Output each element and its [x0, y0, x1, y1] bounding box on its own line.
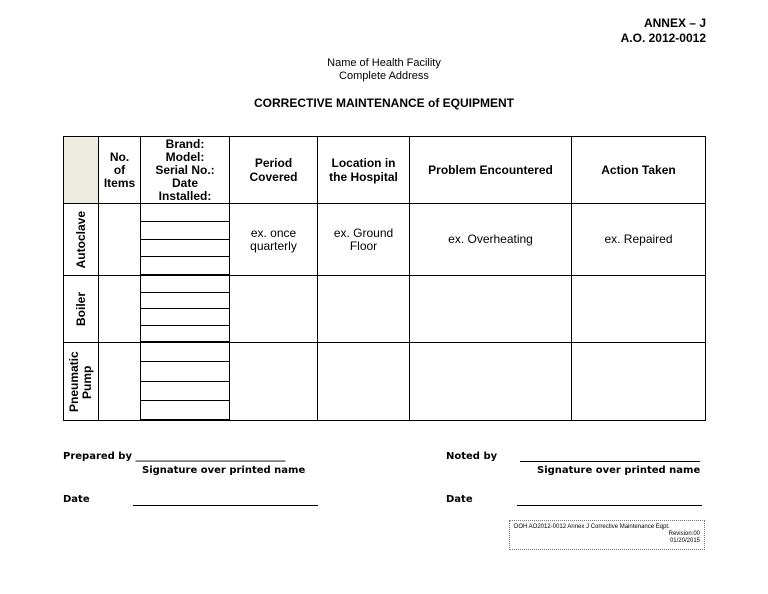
signature-caption-right: Signature over printed name — [537, 465, 701, 476]
annex-title: ANNEX – J — [643, 16, 706, 30]
footer-revision: Revision:00 — [668, 531, 700, 537]
date-line-left[interactable] — [133, 505, 318, 506]
footer-doc-ref: DOH AO2012-0012 Annex J Corrective Maintenance Eqpt. — [514, 524, 670, 530]
action-cell[interactable] — [572, 343, 706, 421]
table-row — [64, 276, 706, 343]
header-location: Location in the Hospital — [318, 137, 410, 204]
brand-cell[interactable] — [141, 276, 230, 343]
date-line-right[interactable] — [517, 505, 702, 506]
no-items-cell[interactable] — [99, 276, 141, 343]
revision-footer — [509, 520, 705, 550]
header-no-items: No. of Items — [99, 137, 141, 204]
brand-cell[interactable] — [141, 343, 230, 421]
action-cell[interactable] — [572, 276, 706, 343]
problem-cell[interactable] — [410, 343, 572, 421]
date-label-left: Date — [63, 494, 90, 505]
facility-address: Complete Address — [339, 70, 429, 82]
problem-cell[interactable]: ex. Overheating — [410, 204, 572, 276]
noted-by-label: Noted by — [446, 451, 498, 462]
equipment-label: Autoclave — [64, 204, 99, 276]
annex-label — [621, 16, 706, 46]
problem-cell[interactable] — [410, 276, 572, 343]
location-cell[interactable]: ex. Ground Floor — [318, 204, 410, 276]
maintenance-table — [63, 136, 706, 421]
table-row — [64, 204, 706, 276]
no-items-cell[interactable] — [99, 343, 141, 421]
table-header-row — [64, 137, 706, 204]
date-label-right: Date — [446, 494, 473, 505]
period-cell[interactable] — [230, 343, 318, 421]
facility-name: Name of Health Facility — [327, 57, 441, 69]
location-cell[interactable] — [318, 343, 410, 421]
ao-number: A.O. 2012-0012 — [620, 31, 706, 45]
equipment-label: Boiler — [64, 276, 99, 343]
header-problem: Problem Encountered — [410, 137, 572, 204]
signature-caption-left: Signature over printed name — [142, 465, 306, 476]
location-cell[interactable] — [318, 276, 410, 343]
table-row — [64, 343, 706, 421]
header-brand-model: Brand: Model: Serial No.: Date Installed: — [141, 137, 230, 204]
document-title: CORRECTIVE MAINTENANCE of EQUIPMENT — [253, 96, 514, 110]
header-corner-cell — [64, 137, 99, 204]
prepared-by-label: Prepared by ______________________________ — [63, 451, 286, 462]
period-cell[interactable]: ex. once quarterly — [230, 204, 318, 276]
noted-by-signature-line[interactable] — [520, 461, 700, 462]
equipment-label: Pneumatic Pump — [64, 343, 99, 421]
header-period-covered: Period Covered — [230, 137, 318, 204]
header-action: Action Taken — [572, 137, 706, 204]
footer-date: 01/20/2015 — [669, 538, 700, 544]
period-cell[interactable] — [230, 276, 318, 343]
brand-cell[interactable] — [141, 204, 230, 276]
facility-block — [0, 57, 768, 83]
action-cell[interactable]: ex. Repaired — [572, 204, 706, 276]
no-items-cell[interactable] — [99, 204, 141, 276]
